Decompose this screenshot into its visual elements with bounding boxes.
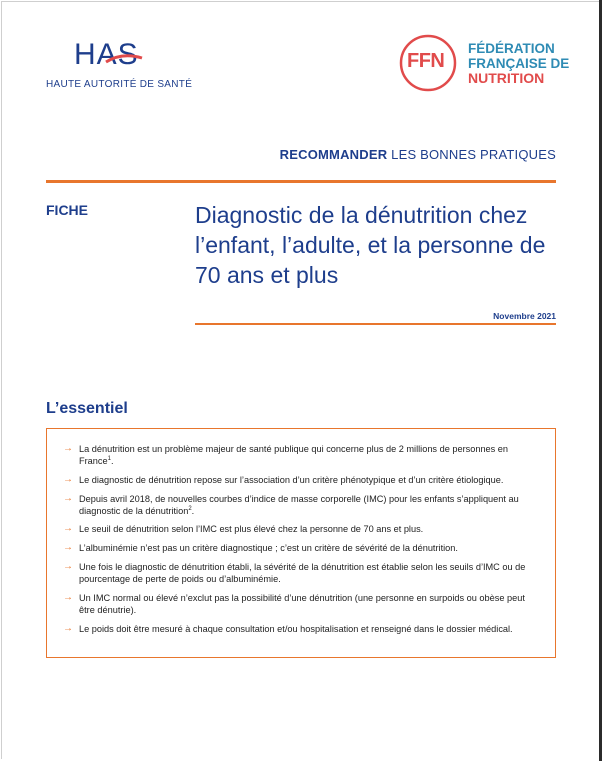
recommander-rest: LES BONNES PRATIQUES xyxy=(387,147,556,162)
list-item-text: Une fois le diagnostic de dénutrition établi, la sévérité de la dénutrition est établie selon les seuils d’IMC ou de pourcentage de perte de poids ou d’albuminémie. xyxy=(79,561,526,584)
arrow-right-icon: → xyxy=(63,523,73,535)
list-item xyxy=(63,523,543,535)
ffn-line-2: FRANÇAISE DE xyxy=(468,56,570,71)
list-item xyxy=(63,474,543,486)
top-divider xyxy=(46,180,556,183)
list-item xyxy=(63,592,543,616)
footnote-ref[interactable]: 2 xyxy=(188,505,192,512)
list-item xyxy=(63,561,543,585)
essentiel-box xyxy=(46,428,556,658)
arrow-right-icon: → xyxy=(63,492,73,504)
list-item-text: Le poids doit être mesuré à chaque consultation et/ou hospitalisation et renseigné dans le dossier médical. xyxy=(79,623,513,634)
arrow-right-icon: → xyxy=(63,473,73,485)
has-swoosh-icon xyxy=(104,52,144,66)
arrow-right-icon: → xyxy=(63,622,73,634)
has-subtitle: HAUTE AUTORITÉ DE SANTÉ xyxy=(46,79,193,90)
list-item-tail: . xyxy=(110,456,114,466)
document-title: Diagnostic de la dénutrition chez l’enfant, l’adulte, et la personne de 70 ans et plus xyxy=(195,202,546,288)
list-item-text: Depuis avril 2018, de nouvelles courbes d’indice de masse corporelle (IMC) pour les enfants s’appliquent au diagnostic de la dénutrition xyxy=(79,493,519,516)
has-logo-text: HAS xyxy=(74,38,139,71)
list-item-tail: . xyxy=(191,505,195,516)
has-logo xyxy=(46,38,193,93)
ffn-logo-letters: FFN xyxy=(407,50,445,72)
list-item xyxy=(63,443,543,467)
ffn-name xyxy=(468,41,569,86)
list-item xyxy=(63,542,543,554)
arrow-right-icon: → xyxy=(63,443,73,454)
title-divider xyxy=(195,323,556,325)
list-item-text: La dénutrition est un problème majeur de santé publique qui concerne plus de 2 millions de personnes en France xyxy=(79,444,509,466)
publication-date: Novembre 2021 xyxy=(493,311,556,321)
arrow-right-icon: → xyxy=(63,542,73,554)
list-item-text: Le diagnostic de dénutrition repose sur l’association d’un critère phénotypique et d’un critère étiologique. xyxy=(79,474,504,485)
list-item-text: Un IMC normal ou élevé n’exclut pas la possibilité d’une dénutrition (une personne en surpoids ou obèse peut être dénutrie). xyxy=(79,592,525,615)
essentiel-list xyxy=(63,443,543,641)
section-heading: L’essentiel xyxy=(46,400,128,417)
arrow-right-icon: → xyxy=(63,591,73,603)
list-item xyxy=(63,493,543,517)
list-item-text: L’albuminémie n’est pas un critère diagnostique ; c’est un critère de sévérité de la dénutrition. xyxy=(79,543,458,554)
ffn-line-1: FÉDÉRATION xyxy=(468,41,555,56)
recommander-banner xyxy=(280,147,556,162)
list-item xyxy=(63,623,543,635)
list-item-text: Le seuil de dénutrition selon l’IMC est plus élevé chez la personne de 70 ans et plus. xyxy=(79,524,424,535)
recommander-bold: RECOMMANDER xyxy=(279,147,388,162)
doc-type-label: FICHE xyxy=(46,202,88,218)
arrow-right-icon: → xyxy=(63,560,73,572)
ffn-line-3: NUTRITION xyxy=(468,70,545,86)
footnote-ref[interactable]: 1 xyxy=(107,455,111,462)
